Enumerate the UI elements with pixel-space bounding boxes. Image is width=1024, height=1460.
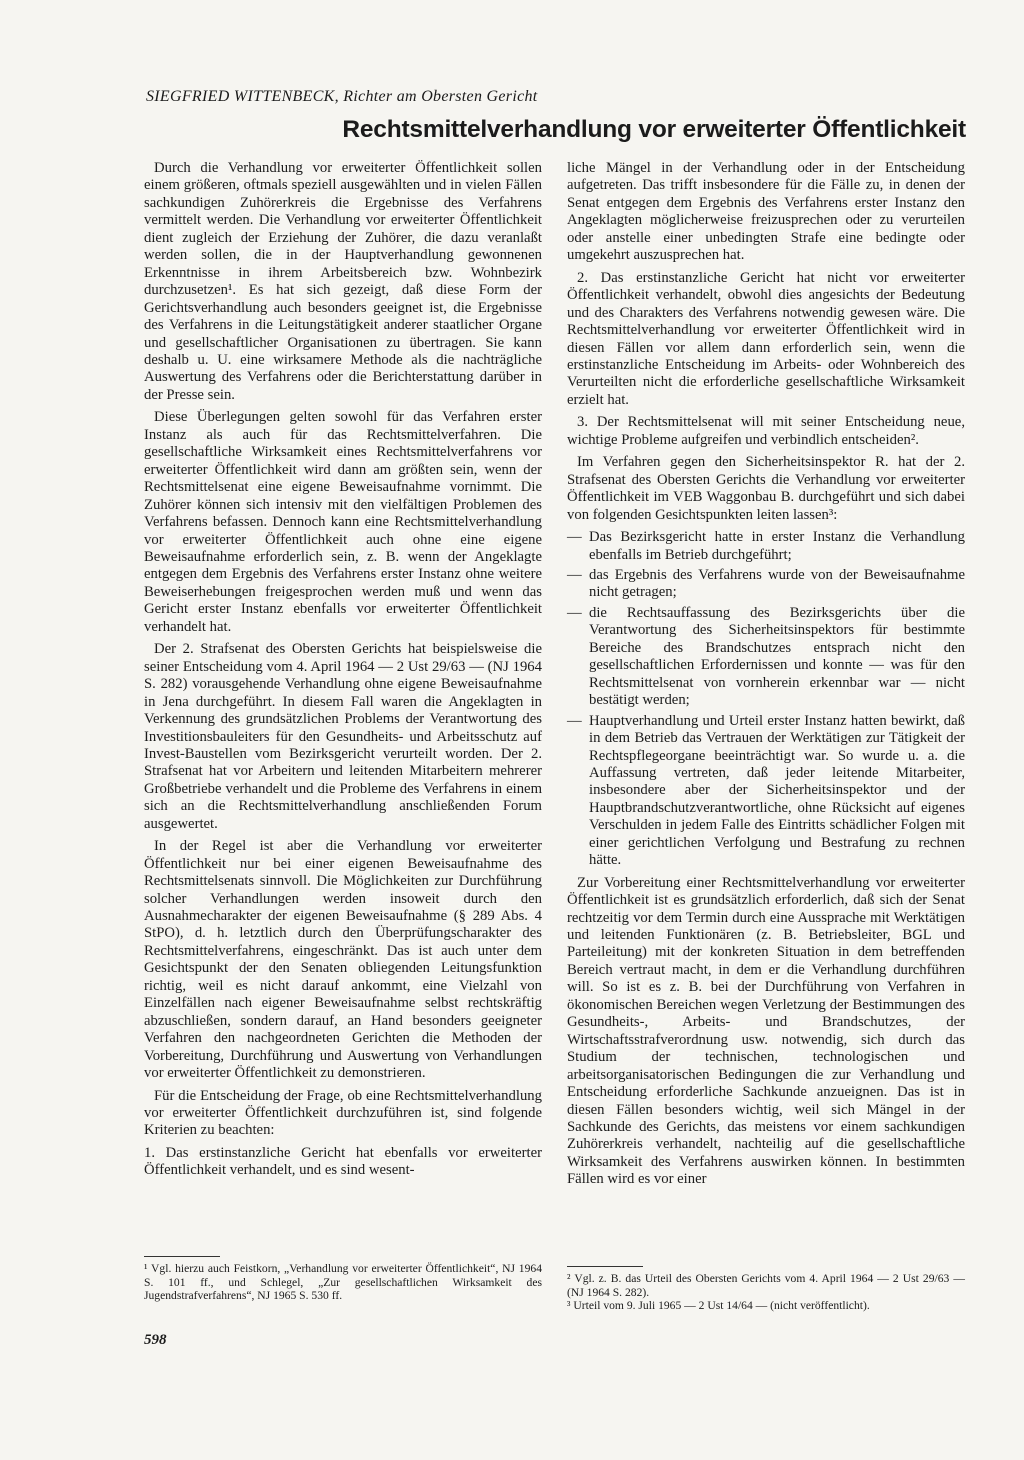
paragraph: Zur Vorbereitung einer Rechtsmittelverhandlung vor erweiterter Öffentlichkeit ist es grundsätzlich erforderlich, daß sich der Senat rechtzeitig vor dem Termin durch eine Aussprache mit Werktätigen und leitenden Funktionären (z. B. Betriebsleiter, BGL und Parteileitung) mit der konkreten Situation in dem betreffenden Bereich vertraut macht, in dem er die Verhandlung durchführen will. So ist es z. B. bei der Durchführung von Verfahren in ökonomischen Bereichen wegen Verletzung der Bestimmungen des Gesundheits-, Arbeits- und Brandschutzes, der Wirtschaftsstrafverordnung usw. notwendig, sich durch das Studium der technischen, technologischen und arbeitsorganisatorischen Bedingungen die zur Verhandlung und Entscheidung erforderliche Sachkunde anzueignen. Das ist in diesen Fällen besonders wichtig, weil sich Mängel in der Sachkunde des Gerichts, das meistens vor einem sachkundigen Zuhörerkreis verhandelt, nachteilig auf die gesellschaftliche Wirksamkeit des Verfahrens auswirken können. In bestimmten Fällen wird es vor einer bbox=[567, 874, 965, 1188]
list-item-text: Hauptverhandlung und Urteil erster Instanz hatten bewirkt, daß in dem Betrieb das Vertrauen der Werktätigen zur Tätigkeit der Rechtspflegeorgane beeinträchtigt war. So wurde u. a. die Auffassung vertreten, daß jeder leitende Mitarbeiter, insbesondere aber der Sicherheitsinspektor und der Hauptbrandschutzverantwortliche, ohne Rücksicht auf eigenes Verschulden in jedem Falle des Eintritts schädlicher Folgen mit einer gerichtlichen Verfolgung und Bestrafung zu rechnen hätte. bbox=[589, 712, 965, 869]
paragraph: 3. Der Rechtsmittelsenat will mit seiner Entscheidung neue, wichtige Probleme aufgreifen und verbindlich entscheiden². bbox=[567, 414, 965, 448]
footnote-1: ¹ Vgl. hierzu auch Feistkorn, „Verhandlung vor erweiterter Öffentlichkeit“, NJ 1964 S. 101 ff., und Schlegel, „Zur gesellschaftlichen Wirksamkeit des Jugendstrafverfahrens“, NJ 1965 S. 530 ff. bbox=[144, 1262, 542, 1302]
paragraph: In der Regel ist aber die Verhandlung vor erweiterter Öffentlichkeit nur bei einer eigenen Beweisaufnahme des Rechtsmittelsenats sinnvoll. Die Möglichkeiten zur Durchführung solcher Verhandlungen werden insoweit durch den Ausnahmecharakter der eigenen Beweisaufnahme (§ 289 Abs. 4 StPO), d. h. letztlich durch den Überprüfungscharakter des Rechtsmittelverfahrens, eingeschränkt. Das ist auch unter dem Gesichtspunkt der den Senaten obliegenden Leitungsfunktion richtig, weil es nicht darauf ankommt, eine Vielzahl von Einzelfällen nach eigener Beweisaufnahme selbst rechtskräftig abzuschließen, sondern darauf, an Hand besonders geeigneter Verfahren den nachgeordneten Gerichten die Methoden der Vorbereitung, Durchführung und Auswertung von Verhandlungen vor erweiterter Öffentlichkeit zu demonstrieren. bbox=[144, 838, 542, 1082]
author-line: SIEGFRIED WITTENBECK, Richter am Obersten Gericht bbox=[146, 88, 538, 105]
page-number: 598 bbox=[144, 1332, 167, 1348]
footnotes-left bbox=[144, 1262, 542, 1303]
list-item bbox=[567, 605, 965, 710]
paragraph: 1. Das erstinstanzliche Gericht hat ebenfalls vor erweiterter Öffentlichkeit verhandelt, und es sind wesent- bbox=[144, 1144, 542, 1179]
list-item bbox=[567, 529, 965, 564]
footnote-3: ³ Urteil vom 9. Juli 1965 — 2 Ust 14/64 — (nicht veröffentlicht). bbox=[567, 1299, 870, 1312]
list-item-text: die Rechtsauffassung des Bezirksgerichts über die Verantwortung des Sicherheitsinspektors für bestimmte Bereiche des Brandschutzes entsprach nicht den gesellschaftlichen Erfordernissen und konnte — was für den Rechtsmittelsenat von vornherein erkennbar war — nicht bestätigt werden; bbox=[589, 604, 965, 709]
footnote-separator bbox=[567, 1266, 643, 1267]
list-dash: — bbox=[567, 604, 582, 621]
criteria-list bbox=[567, 529, 965, 870]
paragraph: Der 2. Strafsenat des Obersten Gerichts hat beispielsweise die seiner Entscheidung vom 4. April 1964 — 2 Ust 29/63 — (NJ 1964 S. 282) vorausgehende Verhandlung ohne eigene Beweisaufnahme in Jena durchgeführt. In diesem Fall waren die Angeklagten in Verkennung des grundsätzlichen Problems der Verantwortung des Investitionsbauleiters für den Gesundheits- und Arbeitsschutz auf Invest-Baustellen vom Bezirksgericht verurteilt worden. Der 2. Strafsenat hat vor Arbeitern und leitenden Mitarbeitern mehrerer Großbetriebe verhandelt und die Probleme des Verfahrens in einem sich an die Rechtsmittelverhandlung anschließenden Forum ausgewertet. bbox=[144, 641, 542, 832]
list-dash: — bbox=[567, 529, 582, 546]
footnote-separator bbox=[144, 1256, 220, 1257]
list-item bbox=[567, 567, 965, 602]
list-item-text: das Ergebnis des Verfahrens wurde von der Beweisaufnahme nicht getragen; bbox=[589, 566, 965, 601]
list-dash: — bbox=[567, 712, 582, 729]
paragraph: liche Mängel in der Verhandlung oder in der Entscheidung aufgetreten. Das trifft insbesondere für die Fälle zu, in denen der Senat entgegen dem Ergebnis des Verfahrens erster Instanz den Angeklagten möglicherweise freizusprechen oder zu verurteilen oder anstelle einer unbedingten Strafe eine bedingte oder umgekehrt auszusprechen hat. bbox=[567, 160, 965, 264]
footnotes-right bbox=[567, 1272, 965, 1313]
right-column bbox=[567, 160, 965, 1194]
left-column bbox=[144, 160, 542, 1185]
list-dash: — bbox=[567, 566, 582, 583]
paragraph: Im Verfahren gegen den Sicherheitsinspektor R. hat der 2. Strafsenat des Obersten Gerichts die Verhandlung vor erweiterter Öffentlichkeit im VEB Waggonbau B. durchgeführt und sich dabei von folgenden Gesichtspunkten leiten lassen³: bbox=[567, 454, 965, 523]
list-item bbox=[567, 713, 965, 870]
paragraph: 2. Das erstinstanzliche Gericht hat nicht vor erweiterter Öffentlichkeit verhandelt, obwohl dies angesichts der Bedeutung und des Charakters des Verfahrens notwendig gewesen wäre. Die Rechtsmittelverhandlung vor erweiterter Öffentlichkeit wird in diesen Fällen vor allem dann erforderlich sein, wenn die erstinstanzliche Entscheidung im Arbeits- oder Wohnbereich des Verurteilten nicht die erforderliche gesellschaftliche Wirksamkeit erzielt hat. bbox=[567, 269, 965, 408]
paragraph: Diese Überlegungen gelten sowohl für das Verfahren erster Instanz als auch für das Rechtsmittelverfahren. Die gesellschaftliche Wirksamkeit eines Rechtsmittelverfahrens vor erweiterter Öffentlichkeit wird dann am größten sein, wenn der Rechtsmittelsenat eine eigene Beweisaufnahme vornimmt. Die Zuhörer können sich intensiv mit den vielfältigen Problemen des Verfahrens befassen. Dennoch kann eine Rechtsmittelverhandlung vor erweiterter Öffentlichkeit auch ohne eine eigene Beweisaufnahme erforderlich sein, z. B. wenn der Angeklagte entgegen dem Ergebnis des Verfahrens erster Instanz ohne weitere Beweiserhebungen freigesprochen werden muß und wenn das Gericht erster Instanz ebenfalls vor erweiterter Öffentlichkeit verhandelt hat. bbox=[144, 409, 542, 635]
paragraph: Durch die Verhandlung vor erweiterter Öffentlichkeit sollen einem größeren, oftmals speziell ausgewählten und in vielen Fällen sachkundigen Zuhörerkreis die Ergebnisse des Verfahrens vermittelt werden. Die Verhandlung vor erweiterter Öffentlichkeit dient zugleich der Erziehung der Zuhörer, die dazu veranlaßt werden sollen, die in der Hauptverhandlung gewonnenen Erkenntnisse in ihrem Arbeitsbereich bzw. Wohnbezirk durchzusetzen¹. Es hat sich gezeigt, daß diese Form der Gerichtsverhandlung auch besonders geeignet ist, die Ergebnisse des Verfahrens in die Leitungstätigkeit anderer staatlicher Organe und gesellschaftlicher Organisationen zu übertragen. Sie kann deshalb u. U. eine wirksamere Methode als die nachträgliche Auswertung des Verfahrens oder die Berichterstattung darüber in der Presse sein. bbox=[144, 160, 542, 403]
article-title: Rechtsmittelverhandlung vor erweiterter Öffentlichkeit bbox=[342, 116, 966, 143]
list-item-text: Das Bezirksgericht hatte in erster Instanz die Verhandlung ebenfalls im Betrieb durchgeführt; bbox=[589, 529, 965, 563]
footnote-2: ² Vgl. z. B. das Urteil des Obersten Gerichts vom 4. April 1964 — 2 Ust 29/63 — (NJ 1964 S. 282). bbox=[567, 1272, 965, 1299]
paragraph: Für die Entscheidung der Frage, ob eine Rechtsmittelverhandlung vor erweiterter Öffentlichkeit durchzuführen ist, sind folgende Kriterien zu beachten: bbox=[144, 1087, 542, 1139]
